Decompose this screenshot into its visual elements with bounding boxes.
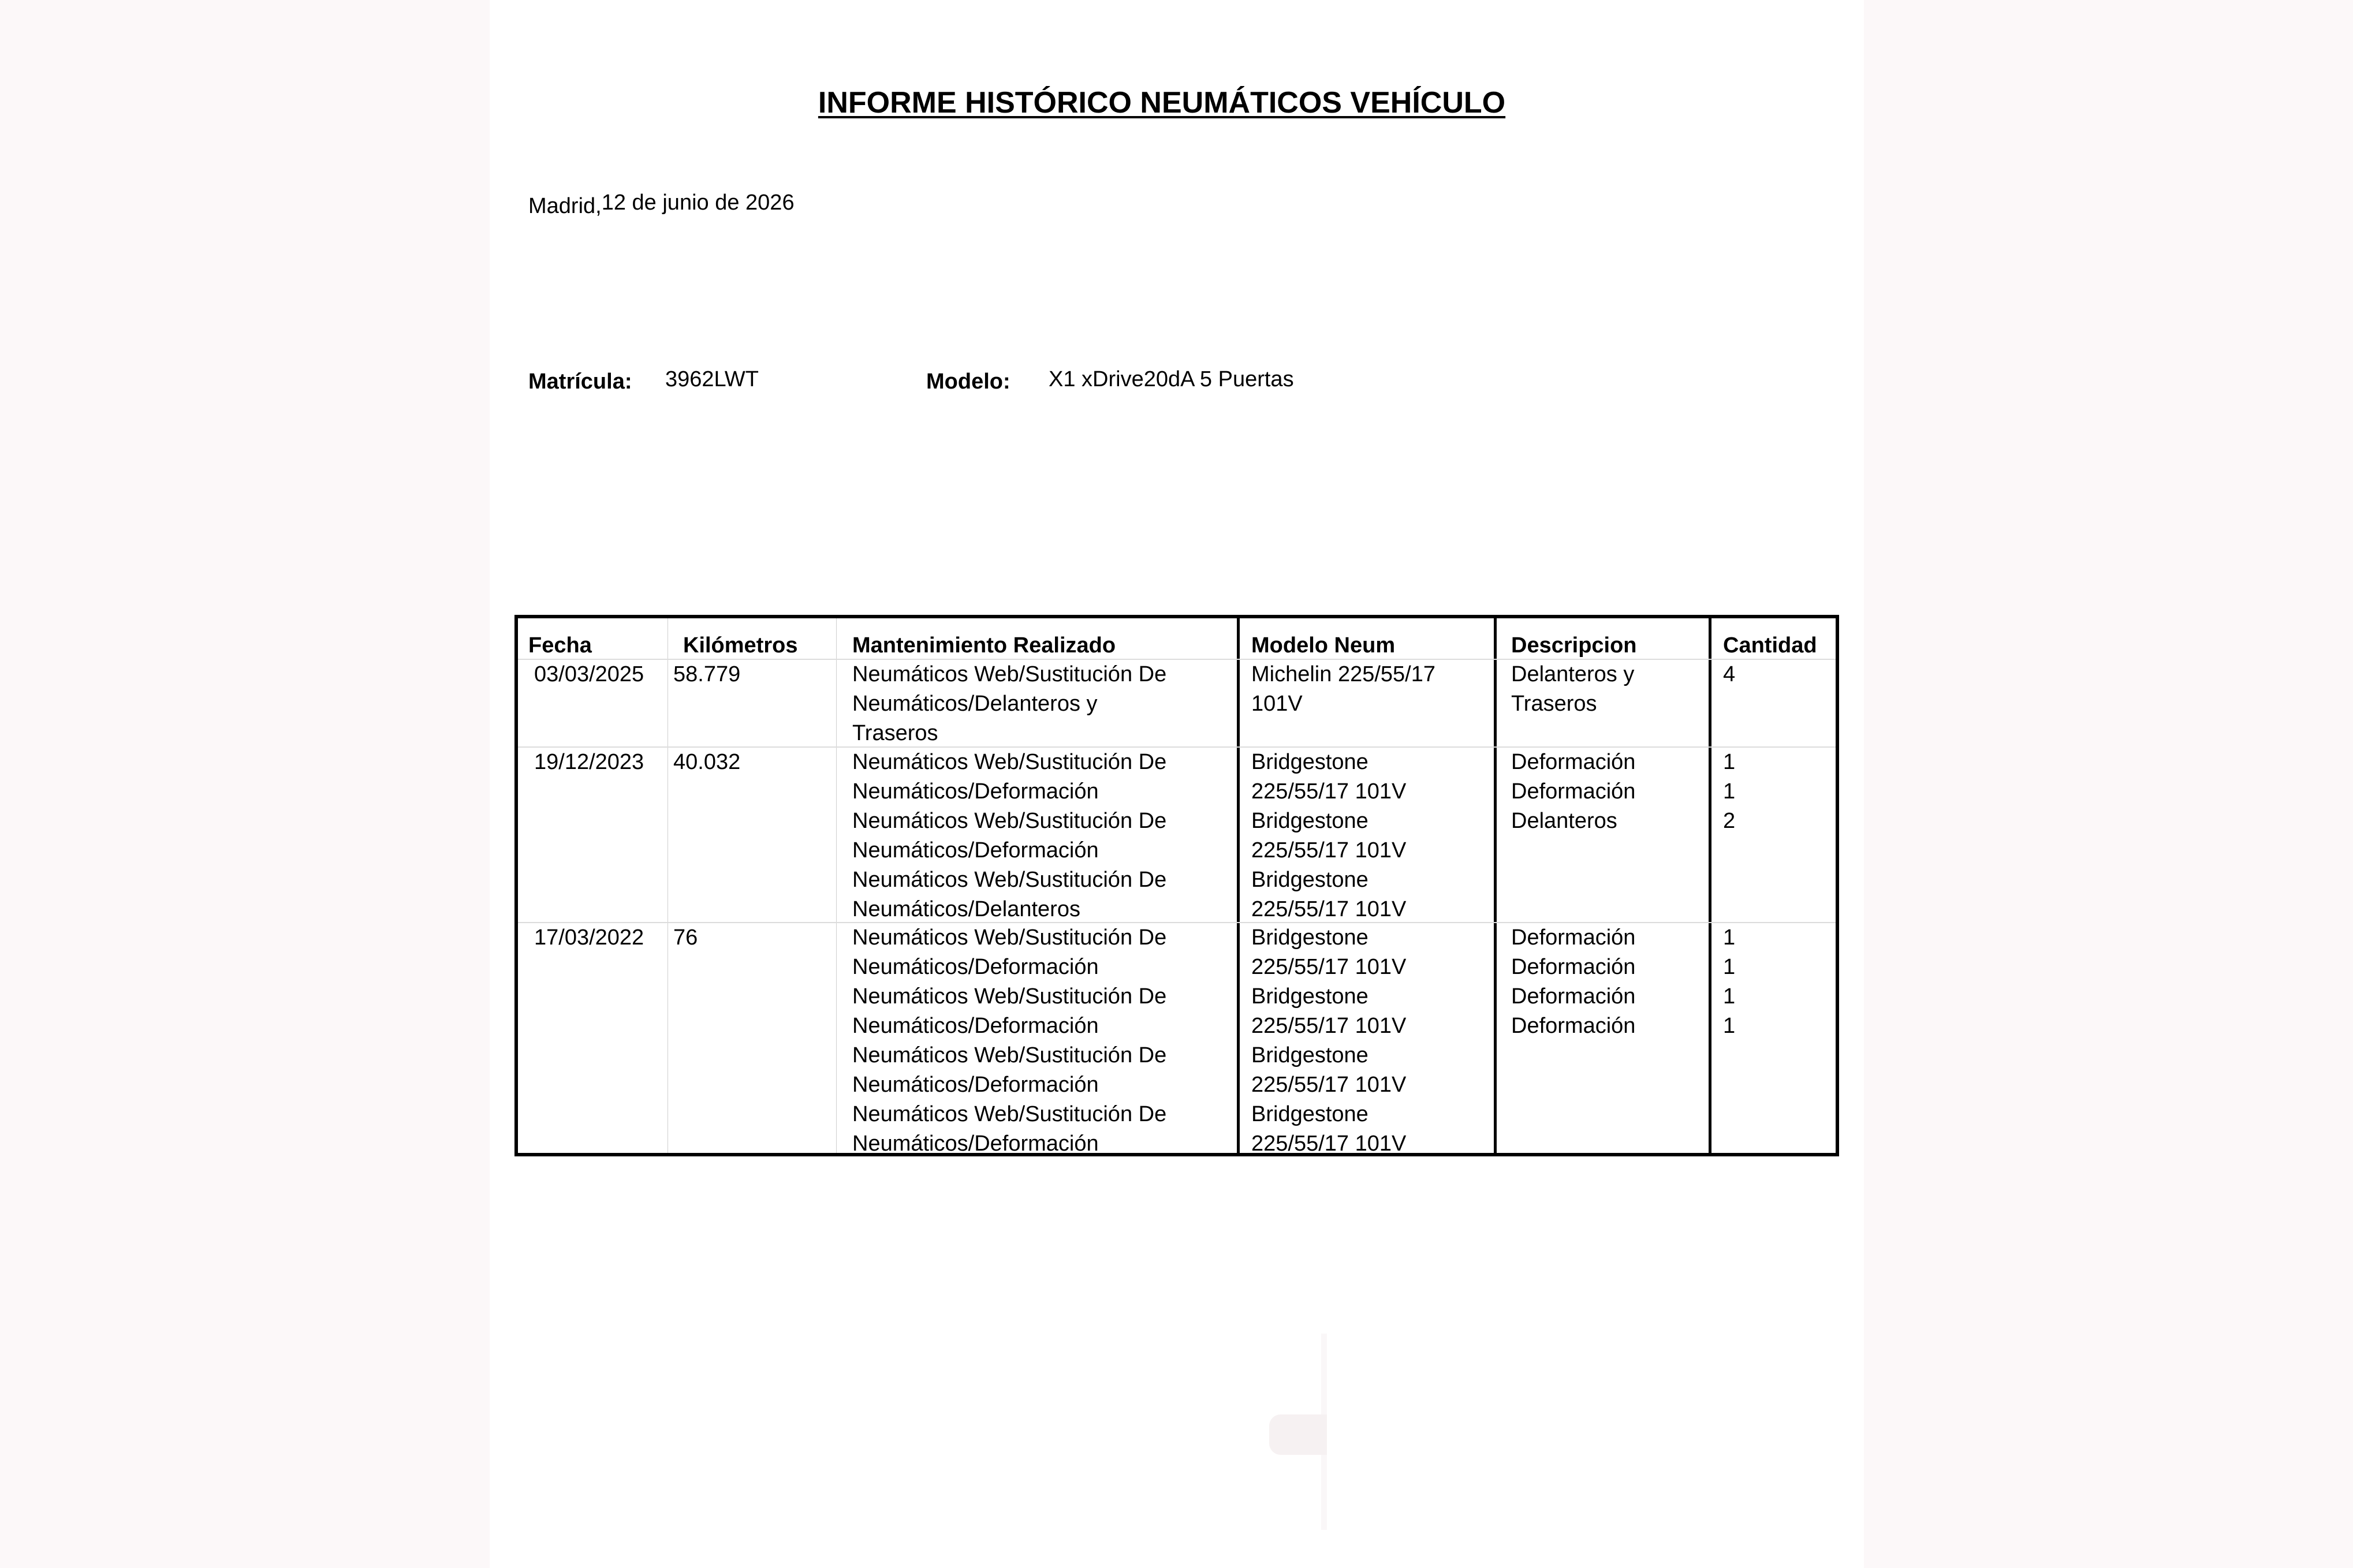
cell-modelo: Bridgestone 225/55/17 101V Bridgestone 225/55/17 101V Bridgestone 225/55/17 101V [1251, 750, 1407, 921]
header-cantidad: Cantidad [1723, 633, 1817, 658]
plate-value: 3962LWT [665, 367, 759, 391]
model-value: X1 xDrive20dA 5 Puertas [1049, 367, 1294, 391]
scan-artifact [1269, 1414, 1327, 1455]
column-divider [1494, 618, 1497, 1153]
place-and-date [528, 191, 795, 218]
column-divider [1237, 618, 1240, 1153]
document-page [490, 0, 1864, 1568]
cell-mantenimiento: Neumáticos Web/Sustitución De Neumáticos/Delanteros y Traseros [852, 662, 1167, 745]
cell-fecha: 17/03/2022 [534, 925, 644, 950]
cell-km: 76 [673, 925, 698, 950]
row-divider [518, 922, 1836, 923]
model-label: Modelo: [926, 369, 1010, 394]
cell-modelo: Bridgestone 225/55/17 101V Bridgestone 225/55/17 101V Bridgestone 225/55/17 101V Bridgestone 225/55/17 101V [1251, 925, 1407, 1156]
cell-fecha: 03/03/2025 [534, 662, 644, 686]
header-mantenimiento: Mantenimiento Realizado [852, 633, 1116, 658]
tire-history-table [514, 615, 1839, 1156]
plate-label: Matrícula: [528, 369, 632, 394]
header-modelo-neum: Modelo Neum [1251, 633, 1396, 658]
cell-mantenimiento: Neumáticos Web/Sustitución De Neumáticos/Deformación Neumáticos Web/Sustitución De Neumáticos/Deformación Neumáticos Web/Sustitución De Neumáticos/Delanteros [852, 750, 1167, 921]
header-fecha: Fecha [528, 633, 592, 658]
cell-descripcion: Delanteros y Traseros [1511, 662, 1635, 716]
cell-fecha: 19/12/2023 [534, 750, 644, 774]
cell-km: 58.779 [673, 662, 741, 686]
column-divider [836, 618, 837, 1153]
report-date: 12 de junio de 2026 [601, 191, 795, 215]
column-divider [1709, 618, 1711, 1153]
header-descripcion: Descripcion [1511, 633, 1637, 658]
city: Madrid, [528, 194, 602, 218]
cell-modelo: Michelin 225/55/17 101V [1251, 662, 1435, 716]
report-title: INFORME HISTÓRICO NEUMÁTICOS VEHÍCULO [818, 86, 1506, 120]
cell-mantenimiento: Neumáticos Web/Sustitución De Neumáticos/Deformación Neumáticos Web/Sustitución De Neumáticos/Deformación Neumáticos Web/Sustitución De Neumáticos/Deformación Neumáticos Web/Sustitución De Neumáticos/Deformación [852, 925, 1167, 1156]
cell-cantidad: 1 1 2 [1723, 750, 1736, 833]
cell-cantidad: 1 1 1 1 [1723, 925, 1736, 1038]
cell-descripcion: Deformación Deformación Delanteros [1511, 750, 1636, 833]
header-kilometros: Kilómetros [683, 633, 798, 658]
cell-km: 40.032 [673, 750, 741, 774]
cell-cantidad: 4 [1723, 662, 1736, 686]
cell-descripcion: Deformación Deformación Deformación Deformación [1511, 925, 1636, 1038]
